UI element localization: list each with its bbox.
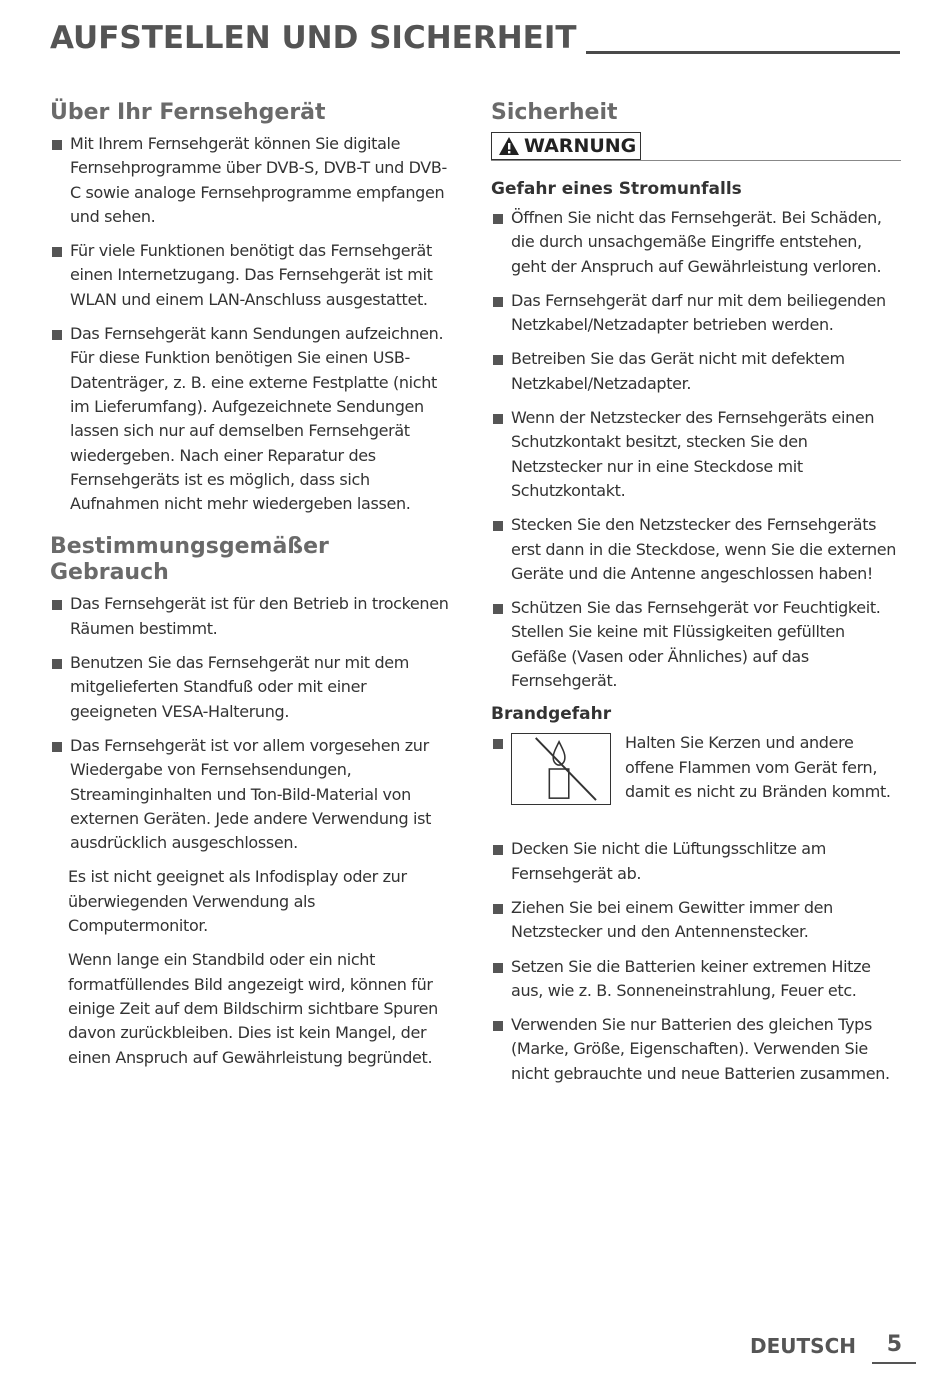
list-item: Stecken Sie den Netzstecker des Fernsehgeräts erst dann in die Steckdose, wenn Sie die externen Geräte und die Antenne angeschlossen haben! [491, 513, 901, 586]
bullet-square-icon [52, 247, 62, 257]
list-item: Benutzen Sie das Fernsehgerät nur mit dem mitgelieferten Standfuß oder mit einer geeigneten VESA-Halterung. [50, 651, 455, 724]
warning-label-box [491, 132, 641, 160]
list-item: Setzen Sie die Batterien keiner extremen Hitze aus, wie z. B. Sonneneinstrahlung, Feuer etc. [491, 955, 901, 1004]
bullet-square-icon [493, 604, 503, 614]
warning-rule [491, 160, 901, 161]
footer-rule [872, 1362, 916, 1364]
bullet-square-icon [493, 214, 503, 224]
bullet-square-icon [493, 1021, 503, 1031]
list-item: Das Fernsehgerät darf nur mit dem beiliegenden Netzkabel/Netzadapter betrieben werden. [491, 289, 901, 338]
bullet-square-icon [52, 330, 62, 340]
list-item: Das Fernsehgerät kann Sendungen aufzeichnen. Für diese Funktion benötigen Sie einen USB-Datenträger, z. B. eine externe Festplatte (nicht im Lieferumfang). Aufgezeichnete Sendungen lassen sich nur auf demselben Fernsehgerät wiedergeben. Nach einer Reparatur des Fernsehgeräts ist es möglich, dass sich Aufnahmen nicht mehr wiedergeben lassen. [50, 322, 455, 516]
no-open-flame-icon [511, 733, 611, 805]
candle-warning-text: Halten Sie Kerzen und andere offene Flammen vom Gerät fern, damit es nicht zu Bränden kommt. [625, 733, 891, 801]
subheading-electric: Gefahr eines Stromunfalls [491, 179, 742, 199]
list-item: Für viele Funktionen benötigt das Fernsehgerät einen Internetzugang. Das Fernsehgerät ist mit WLAN und einem LAN-Anschluss ausgestattet. [50, 239, 455, 312]
section-heading-usage: Bestimmungsgemäßer Gebrauch [50, 534, 329, 586]
page-footer [716, 1330, 916, 1366]
title-rule [586, 51, 900, 54]
list-item: Das Fernsehgerät ist vor allem vorgesehen zur Wiedergabe von Fernsehsendungen, Streaminginhalten und Ton-Bild-Material von externen Geräten. Jede andere Verwendung ist ausdrücklich ausgeschlossen. [50, 734, 455, 855]
list-item: Betreiben Sie das Gerät nicht mit defektem Netzkabel/Netzadapter. [491, 347, 901, 396]
section-heading-tv: Über Ihr Fernsehgerät [50, 100, 326, 125]
page-number: 5 [886, 1332, 902, 1357]
left-column [50, 100, 455, 1080]
list-item: Mit Ihrem Fernsehgerät können Sie digitale Fernsehprogramme über DVB-S, DVB-T und DVB-C sowie analoge Fernsehprogramme empfangen und sehen. [50, 132, 455, 229]
bullet-square-icon [493, 355, 503, 365]
bullet-square-icon [52, 140, 62, 150]
list-item: Decken Sie nicht die Lüftungsschlitze am Fernsehgerät ab. [491, 837, 901, 886]
fire-list [491, 837, 901, 1086]
usage-paragraph: Wenn lange ein Standbild oder ein nicht formatfüllendes Bild angezeigt wird, können für einige Zeit auf dem Bildschirm sichtbare Spuren davon zurückbleiben. Dies ist kein Mangel, der einen Anspruch auf Gewährleistung begründet. [68, 950, 438, 1067]
bullet-square-icon [493, 414, 503, 424]
bullet-square-icon [493, 739, 503, 749]
page-title: AUFSTELLEN UND SICHERHEIT [50, 20, 583, 56]
bullet-square-icon [52, 659, 62, 669]
right-column [491, 100, 901, 1096]
list-item: Verwenden Sie nur Batterien des gleichen Typs (Marke, Größe, Eigenschaften). Verwenden Sie nicht gebrauchte und neue Batterien zusammen. [491, 1013, 901, 1086]
footer-language: DEUTSCH [750, 1334, 856, 1358]
electric-list [491, 206, 901, 693]
list-item: Schützen Sie das Fernsehgerät vor Feuchtigkeit. Stellen Sie keine mit Flüssigkeiten gefüllten Gefäße (Vasen oder Ähnliches) auf das Fernsehgerät. [491, 596, 901, 693]
bullet-square-icon [493, 297, 503, 307]
tv-list [50, 132, 455, 516]
bullet-square-icon [493, 521, 503, 531]
candle-warning-item [491, 731, 901, 827]
bullet-square-icon [52, 742, 62, 752]
bullet-square-icon [52, 600, 62, 610]
usage-list [50, 592, 455, 855]
page-header [50, 18, 900, 68]
list-item: Öffnen Sie nicht das Fernsehgerät. Bei Schäden, die durch unsachgemäße Eingriffe entstehen, geht der Anspruch auf Gewährleistung verloren. [491, 206, 901, 279]
warning-label: WARNUNG [524, 135, 637, 157]
usage-paragraph: Es ist nicht geeignet als Infodisplay oder zur überwiegenden Verwendung als Computermonitor. [68, 867, 407, 936]
warning-triangle-icon [498, 136, 520, 156]
bullet-square-icon [493, 845, 503, 855]
warning-banner [491, 132, 901, 162]
subheading-fire: Brandgefahr [491, 704, 612, 725]
list-item: Ziehen Sie bei einem Gewitter immer den Netzstecker und den Antennenstecker. [491, 896, 901, 945]
bullet-square-icon [493, 963, 503, 973]
section-heading-safety: Sicherheit [491, 100, 618, 125]
bullet-square-icon [493, 904, 503, 914]
list-item: Das Fernsehgerät ist für den Betrieb in trockenen Räumen bestimmt. [50, 592, 455, 641]
list-item: Wenn der Netzstecker des Fernsehgeräts einen Schutzkontakt besitzt, stecken Sie den Netzstecker nur in eine Steckdose mit Schutzkontakt. [491, 406, 901, 503]
